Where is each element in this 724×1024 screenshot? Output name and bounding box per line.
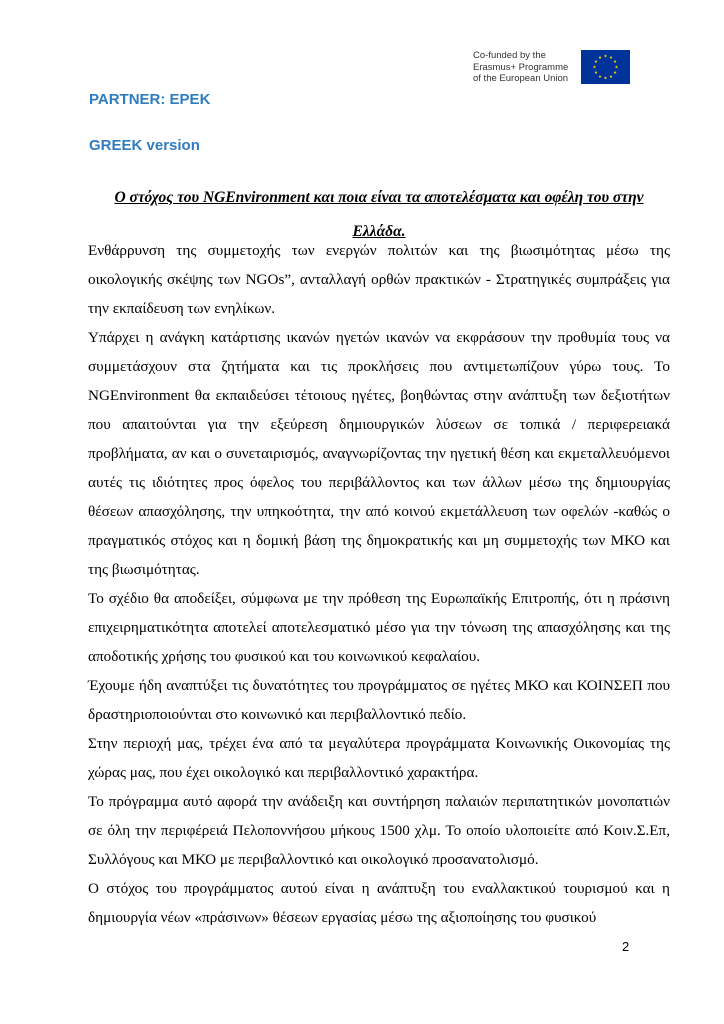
erasmus-logo	[473, 50, 630, 90]
document-body	[88, 236, 670, 932]
paragraph: Έχουμε ήδη αναπτύξει τις δυνατότητες του προγράμματος σε ηγέτες ΜΚΟ και ΚΟΙΝΣΕΠ που δραστηριοποιούνται στο κοινωνικό και περιβαλλοντικό πεδίο.	[88, 677, 670, 723]
paragraph: Το πρόγραμμα αυτό αφορά την ανάδειξη και συντήρηση παλαιών περιπατητικών μονοπατιών σε όλη την περιφέρειά Πελοποννήσου μήκους 1500 χλμ. Το οποίο υλοποιείτε από Κοιν.Σ.Επ, Συλλόγους και ΜΚΟ με περιβαλλοντικό και οικολογικό προσανατολισμό.	[88, 793, 670, 868]
partner-label: PARTNER: EPEK	[89, 91, 211, 108]
paragraph: Στην περιοχή μας, τρέχει ένα από τα μεγαλύτερα προγράμματα Κοινωνικής Οικονομίας της χώρας μας, που έχει οικολογικό και περιβαλλοντικό χαρακτήρα.	[88, 735, 670, 781]
version-label: GREEK version	[89, 137, 200, 154]
paragraph: Υπάρχει η ανάγκη κατάρτισης ικανών ηγετών ικανών να εκφράσουν την προθυμία τους να συμμετάσχουν στα ζητήματα και τις προκλήσεις που αντιμετωπίζουν γύρω τους. Το NGEnvironment θα εκπαιδεύσει τέτοιους ηγέτες, βοηθώντας στην ανάπτυξη των δεξιοτήτων που απαιτούνται για την εξεύρεση δημιουργικών λύσεων σε τοπικά / περιφερειακά προβλήματα, αν και ο συνεταιρισμός, αναγνωρίζοντας την ηγετική θέση και εκμεταλλευόμενοι αυτές τις ιδιότητες προς όφελος του περιβάλλοντος και των άλλων μέσω της δημιουργίας θέσεων απασχόλησης, την υπηκοότητα, την από κοινού εκμετάλλευση των οφελών -καθώς ο πραγματικός στόχος και η δομική βάση της δημοκρατικής και μη συμμετοχής των ΜΚΟ και της βιωσιμότητας.	[88, 329, 670, 578]
cofunded-text	[473, 50, 579, 85]
cofunded-line-3: of the European Union	[473, 73, 569, 84]
document-title: Ο στόχος του NGEnvironment και ποια είναι τα αποτελέσματα και οφέλη του στην Ελλάδα.	[114, 189, 644, 240]
page-number: 2	[622, 939, 630, 954]
paragraph: Ενθάρρυνση της συμμετοχής των ενεργών πολιτών και της βιωσιμότητας μέσω της οικολογικής σκέψης των NGOs”, ανταλλαγή ορθών πρακτικών - Στρατηγικές συμπράξεις για την εκπαίδευση των ενηλίκων.	[88, 242, 670, 317]
paragraph: Το σχέδιο θα αποδείξει, σύμφωνα με την πρόθεση της Ευρωπαϊκής Επιτροπής, ότι η πράσινη επιχειρηματικότητα αποτελεί αποτελεσματικό μέσο για την τόνωση της απασχόλησης και της αποδοτικής χρήσης του φυσικού και του κοινωνικού κεφαλαίου.	[88, 590, 670, 665]
cofunded-line-1: Co-funded by the	[473, 50, 546, 61]
eu-flag-icon	[581, 50, 630, 84]
cofunded-line-2: Erasmus+ Programme	[473, 61, 569, 73]
paragraph: Ο στόχος του προγράμματος αυτού είναι η ανάπτυξη του εναλλακτικού τουρισμού και η δημιουργία νέων «πράσινων» θέσεων εργασίας μέσω της αξιοποίησης του φυσικού	[88, 880, 670, 926]
